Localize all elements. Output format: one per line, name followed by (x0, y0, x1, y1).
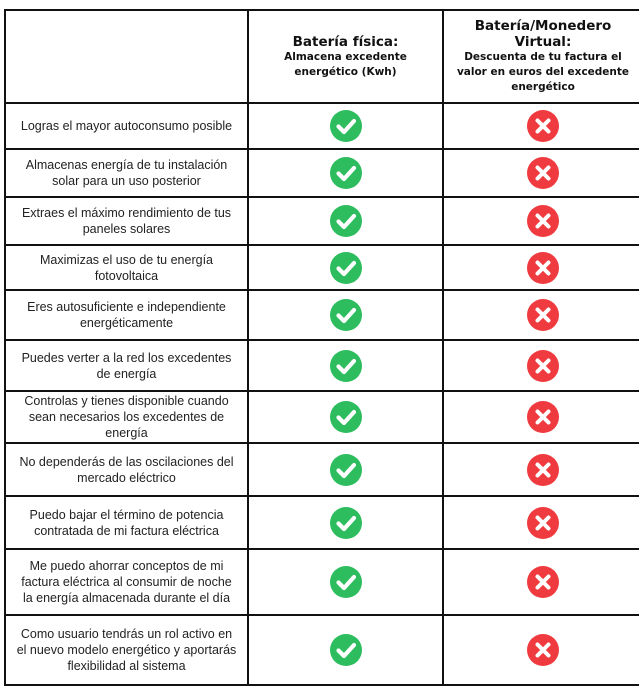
feature-label: Puedes verter a la red los excedentes de energía (5, 340, 248, 391)
check-icon (330, 157, 362, 189)
cross-icon (527, 350, 559, 382)
table-row (5, 340, 639, 391)
virtual-cell (443, 103, 639, 149)
cross-icon (527, 252, 559, 284)
physical-cell (248, 549, 443, 615)
virtual-cell (443, 391, 639, 443)
virtual-cell (443, 615, 639, 685)
physical-cell (248, 245, 443, 290)
feature-label: No dependerás de las oscilaciones del mercado eléctrico (5, 443, 248, 496)
physical-cell (248, 149, 443, 197)
table-row (5, 290, 639, 340)
virtual-cell (443, 290, 639, 340)
physical-cell (248, 443, 443, 496)
table-row (5, 149, 639, 197)
physical-cell (248, 615, 443, 685)
virtual-cell (443, 197, 639, 245)
cross-icon (527, 157, 559, 189)
feature-label: Almacenas energía de tu instalación solar para un uso posterior (5, 149, 248, 197)
check-icon (330, 350, 362, 382)
feature-label: Maximizas el uso de tu energía fotovoltaica (5, 245, 248, 290)
cross-icon (527, 299, 559, 331)
cross-icon (527, 401, 559, 433)
virtual-battery-subtitle: Descuenta de tu factura el valor en euros del excedente energético (456, 51, 630, 93)
header-physical-battery (248, 10, 443, 103)
check-icon (330, 634, 362, 666)
virtual-battery-title: Batería/Monedero Virtual: (474, 18, 612, 50)
comparison-table (4, 9, 639, 686)
check-icon (330, 205, 362, 237)
check-icon (330, 252, 362, 284)
virtual-cell (443, 549, 639, 615)
cross-icon (527, 110, 559, 142)
feature-label: Controlas y tienes disponible cuando sean necesarios los excedentes de energía (5, 391, 248, 443)
table-row (5, 197, 639, 245)
check-icon (330, 110, 362, 142)
check-icon (330, 401, 362, 433)
virtual-cell (443, 149, 639, 197)
table-row (5, 103, 639, 149)
header-row (5, 10, 639, 103)
cross-icon (527, 566, 559, 598)
table-row (5, 245, 639, 290)
check-icon (330, 566, 362, 598)
header-virtual-battery (443, 10, 639, 103)
physical-cell (248, 496, 443, 549)
feature-label: Eres autosuficiente e independiente energéticamente (5, 290, 248, 340)
cross-icon (527, 205, 559, 237)
physical-cell (248, 290, 443, 340)
physical-battery-subtitle: Almacena excedente energético (Kwh) (284, 50, 407, 78)
table-row (5, 549, 639, 615)
cross-icon (527, 634, 559, 666)
check-icon (330, 299, 362, 331)
virtual-cell (443, 443, 639, 496)
virtual-cell (443, 496, 639, 549)
feature-label: Extraes el máximo rendimiento de tus paneles solares (5, 197, 248, 245)
feature-label: Me puedo ahorrar conceptos de mi factura eléctrica al consumir de noche la energía almacenada durante el día (5, 549, 248, 615)
check-icon (330, 507, 362, 539)
physical-cell (248, 340, 443, 391)
physical-cell (248, 391, 443, 443)
check-icon (330, 454, 362, 486)
cross-icon (527, 454, 559, 486)
cross-icon (527, 507, 559, 539)
table-row (5, 443, 639, 496)
physical-cell (248, 197, 443, 245)
table-row (5, 391, 639, 443)
feature-label: Logras el mayor autoconsumo posible (5, 103, 248, 149)
table-row (5, 496, 639, 549)
virtual-cell (443, 245, 639, 290)
physical-battery-title: Batería física: (292, 33, 399, 50)
feature-label: Puedo bajar el término de potencia contratada de mi factura eléctrica (5, 496, 248, 549)
physical-cell (248, 103, 443, 149)
virtual-cell (443, 340, 639, 391)
header-empty-cell (5, 10, 248, 103)
feature-label: Como usuario tendrás un rol activo en el nuevo modelo energético y aportarás flexibilidad al sistema (5, 615, 248, 685)
table-row (5, 615, 639, 685)
